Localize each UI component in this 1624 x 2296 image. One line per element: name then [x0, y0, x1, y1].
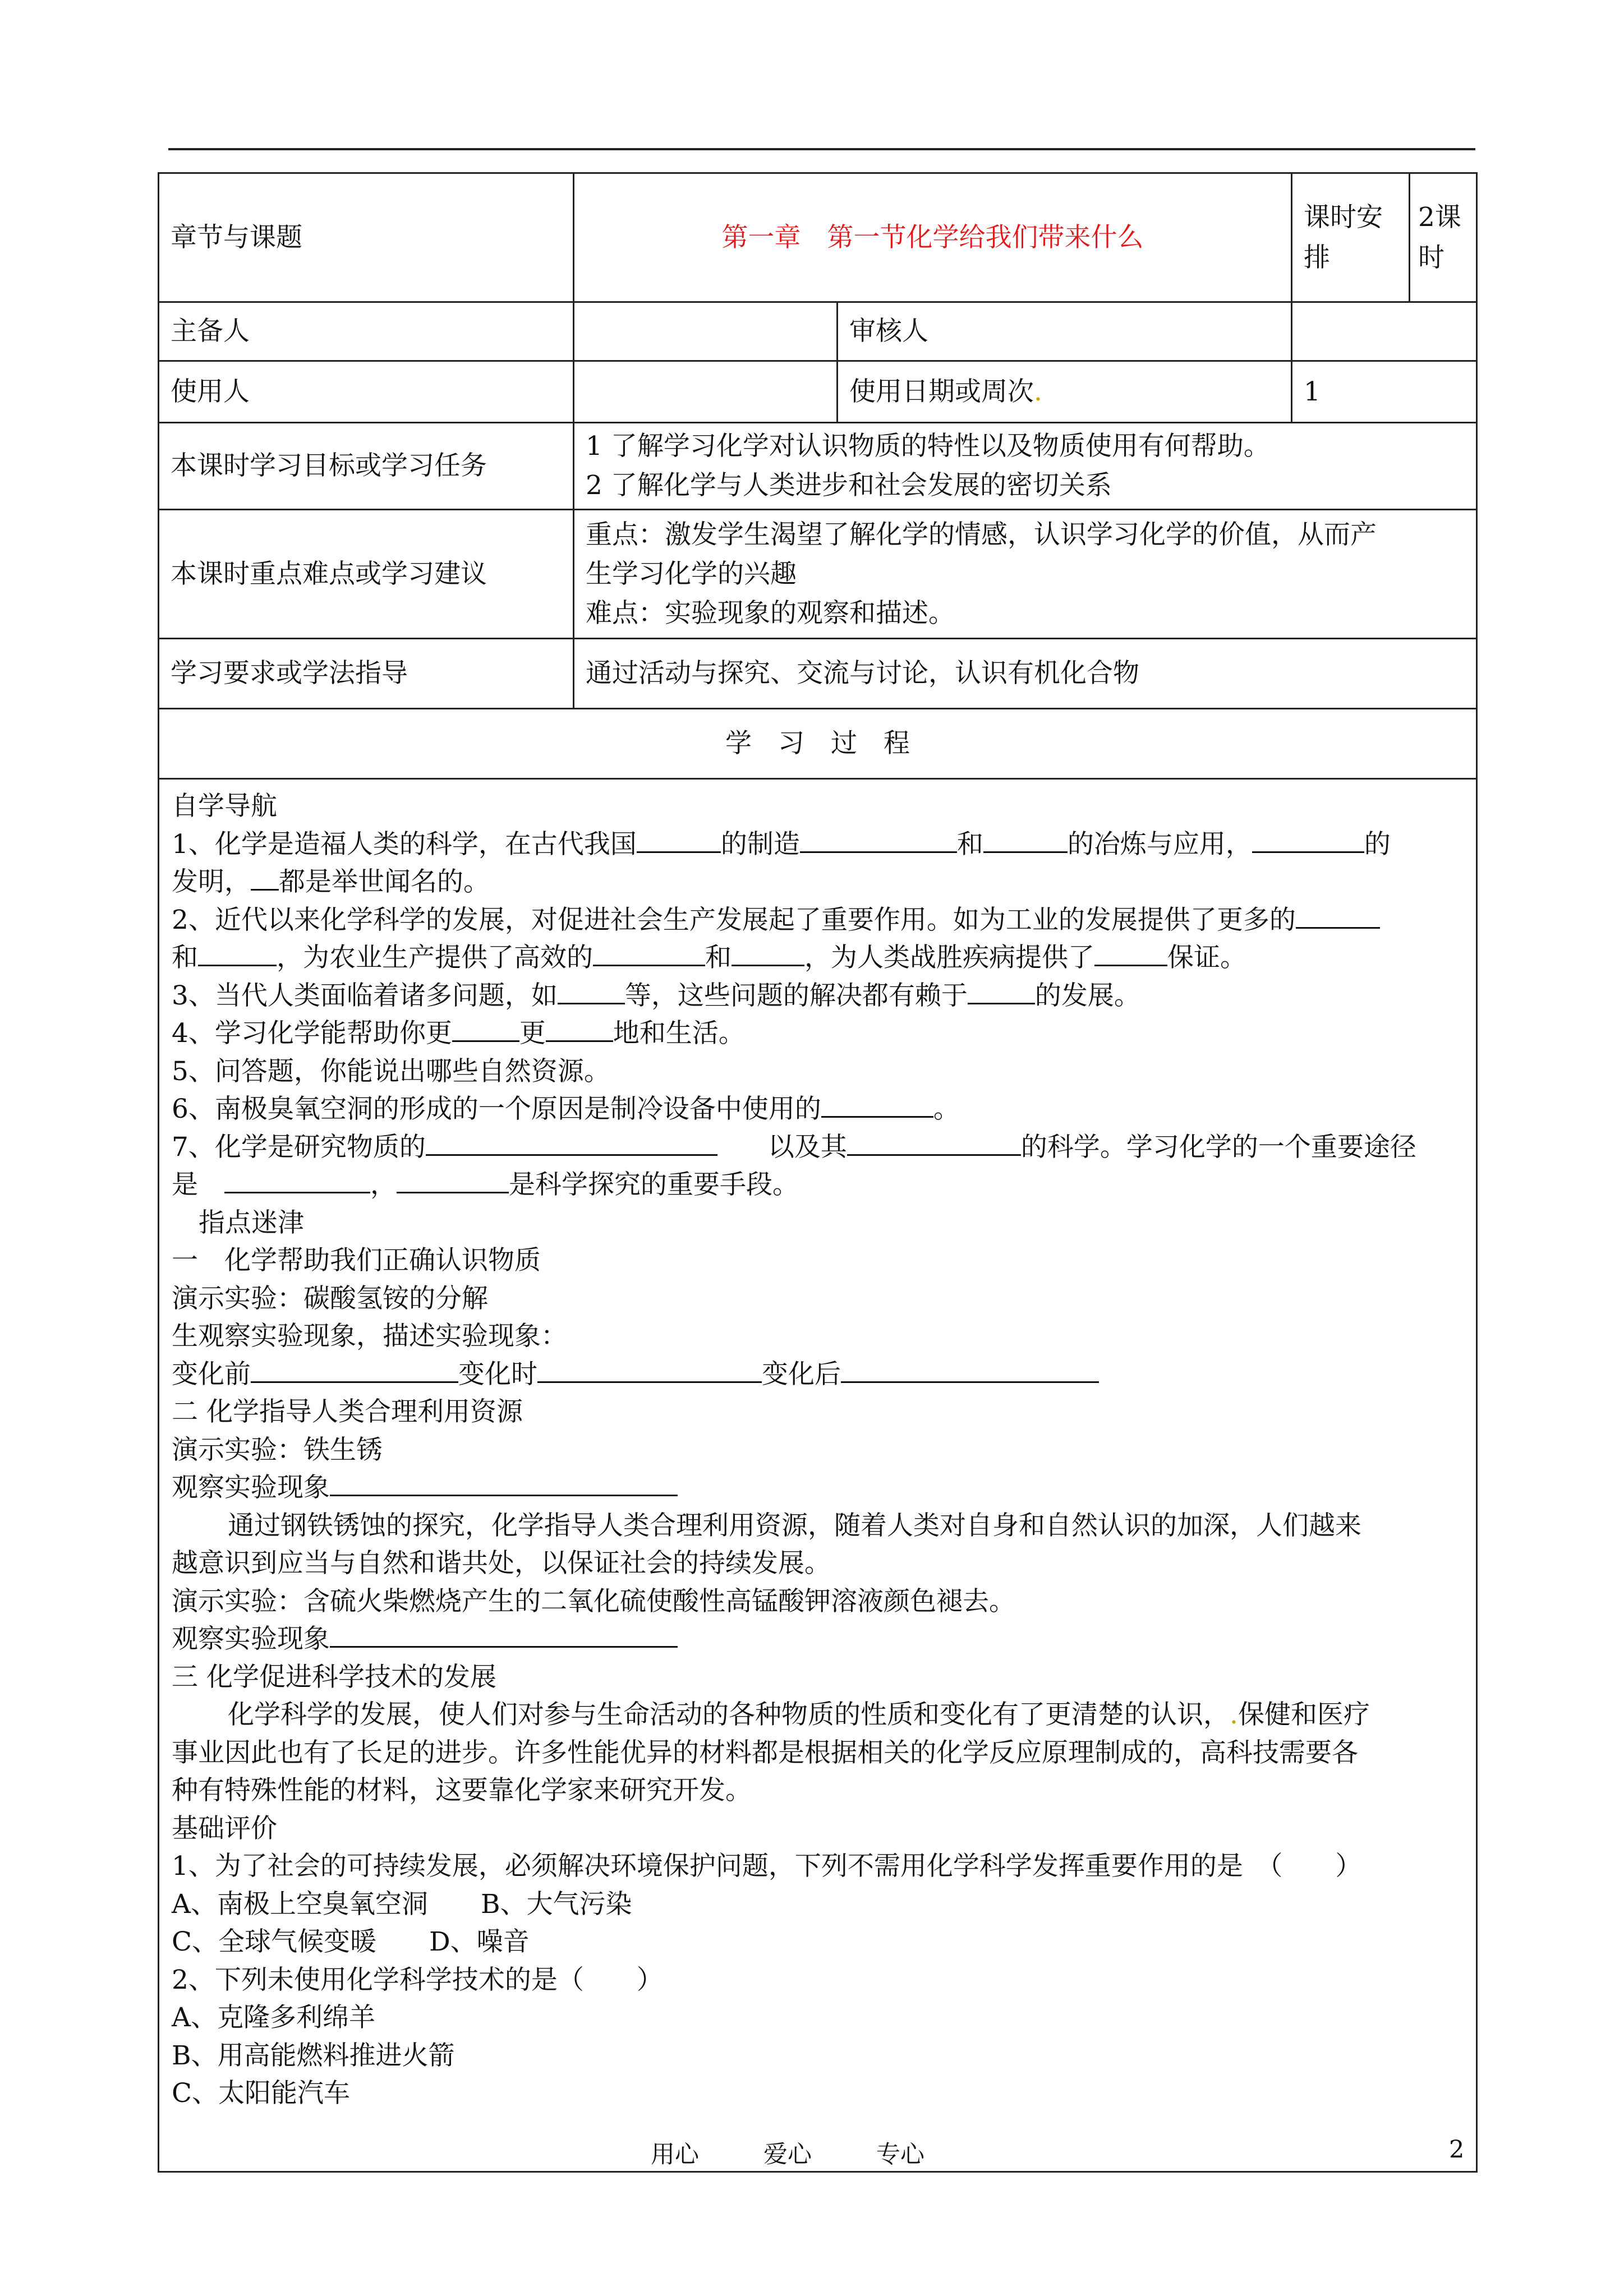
self-study-heading: 自学导航: [172, 791, 277, 822]
section-2-observe-2: 观察实验现象: [172, 1620, 1464, 1658]
preparer-label: 主备人: [159, 302, 574, 361]
blank[interactable]: [330, 1470, 678, 1496]
blank[interactable]: [397, 1167, 509, 1193]
blank[interactable]: [593, 940, 705, 966]
blank[interactable]: [330, 1621, 678, 1648]
section-3-title: 三 化学促进科学技术的发展: [172, 1661, 496, 1693]
blank[interactable]: [847, 1129, 1021, 1156]
blank[interactable]: [841, 1357, 1099, 1383]
section-2-demo: 演示实验：铁生锈: [172, 1434, 383, 1465]
section-2-demo-2: 演示实验：含硫火柴燃烧产生的二氧化硫使酸性高锰酸钾溶液颜色褪去。: [172, 1585, 1015, 1617]
lesson-title: 第一章 第一节化学给我们带来什么: [574, 173, 1292, 302]
blank[interactable]: [1252, 827, 1364, 853]
evaluation-heading: 基础评价: [172, 1813, 277, 1844]
eval-q2-option-a: A、克隆多利绵羊: [172, 2002, 375, 2033]
question-2-cont: 和 ，为农业生产提供了高效的 和 ，为人类战胜疾病提供了 保证。: [172, 939, 1464, 977]
blank[interactable]: [537, 1357, 762, 1383]
blank[interactable]: [732, 940, 804, 966]
objective-item: 2 了解化学与人类进步和社会发展的密切关系: [586, 470, 1112, 501]
eval-q2-option-b: B、用高能燃料推进火箭: [172, 2040, 455, 2071]
eval-q1-options-ab: A、南极上空臭氧空洞 B、大气污染: [172, 1888, 632, 1920]
blank[interactable]: [968, 978, 1035, 1004]
blank[interactable]: [1296, 902, 1380, 929]
question-7: 7、化学是研究物质的 以及其 的科学。学习化学的一个重要途径: [172, 1128, 1464, 1167]
section-2-paragraph: 通过钢铁锈蚀的探究，化学指导人类合理利用资源，随着人类对自身和自然认识的加深，人们越来: [228, 1510, 1361, 1541]
guidance-heading: 指点迷津: [199, 1207, 304, 1238]
reviewer-value: [1292, 302, 1477, 361]
process-body: [159, 779, 1477, 2172]
blank[interactable]: [821, 1091, 933, 1118]
process-title: 学 习 过 程: [159, 709, 1477, 779]
blank[interactable]: [637, 827, 721, 853]
preparer-value: [574, 302, 838, 361]
key-points-content: 重点：激发学生渴望了解化学的情感，认识学习化学的价值，从而产 生学习化学的兴趣 难点：实验现象的观察和描述。: [574, 510, 1477, 639]
eval-q2-option-c: C、太阳能汽车: [172, 2078, 350, 2109]
section-1-title: 一 化学帮助我们正确认识物质: [172, 1245, 541, 1276]
blank[interactable]: [558, 978, 625, 1004]
section-1-observe: 生观察实验现象，描述实验现象：: [172, 1321, 567, 1352]
page-number: 2: [1449, 2136, 1465, 2164]
question-1: 1、化学是造福人类的科学，在古代我国 的制造 和 的冶炼与应用， 的: [172, 826, 1464, 864]
schedule-label: 课时安排: [1292, 173, 1410, 302]
user-label: 使用人: [159, 361, 574, 423]
date-label: 使用日期或周次.: [838, 361, 1292, 423]
blank[interactable]: [426, 1129, 717, 1156]
method-content: 通过活动与探究、交流与讨论，认识有机化合物: [574, 639, 1477, 709]
blank[interactable]: [452, 1016, 519, 1042]
section-3-paragraph-cont: 事业因此也有了长足的进步。许多性能优异的材料都是根据相关的化学反应原理制成的，高科技需要各: [172, 1737, 1358, 1768]
blank[interactable]: [800, 827, 957, 853]
question-4: 4、学习化学能帮助你更 更 地和生活。: [172, 1015, 1464, 1053]
date-value: 1: [1292, 361, 1477, 423]
question-6: 6、南极臭氧空洞的形成的一个原因是制冷设备中使用的 。: [172, 1090, 1464, 1128]
objectives-content: [574, 423, 1477, 510]
section-3-paragraph-cont-2: 种有特殊性能的材料，这要靠化学家来研究开发。: [172, 1775, 752, 1806]
footer-motto: [651, 2136, 931, 2170]
blank[interactable]: [983, 827, 1068, 853]
blank[interactable]: [546, 1016, 613, 1042]
blank[interactable]: [1094, 940, 1167, 966]
blank[interactable]: [251, 864, 279, 891]
eval-question-1: 1、为了社会的可持续发展，必须解决环境保护问题，下列不需用化学科学发挥重要作用的是 （ ）: [172, 1851, 1362, 1882]
section-3-paragraph: 化学科学的发展，使人们对参与生命活动的各种物质的性质和变化有了更清楚的认识，.保健和医疗: [228, 1699, 1370, 1730]
header-rule: [168, 148, 1475, 150]
section-2-paragraph-cont: 越意识到应当与自然和谐共处，以保证社会的持续发展。: [172, 1548, 831, 1579]
eval-q1-options-cd: C、全球气候变暖 D、噪音: [172, 1926, 530, 1957]
footer-word: 爱心: [763, 2141, 812, 2169]
blank[interactable]: [198, 940, 277, 966]
section-2-observe: 观察实验现象: [172, 1469, 1464, 1507]
lesson-plan-table: [158, 172, 1478, 2173]
footer-word: 专心: [876, 2141, 924, 2169]
blank[interactable]: [224, 1167, 370, 1193]
blank[interactable]: [251, 1357, 458, 1383]
question-1-cont: 发明， 都是举世闻名的。: [172, 863, 1464, 901]
eval-question-2: 2、下列未使用化学科学技术的是（ ）: [172, 1964, 663, 1995]
section-1-changes: 变化前 变化时 变化后: [172, 1356, 1464, 1394]
objective-item: 1 了解学习化学对认识物质的特性以及物质使用有何帮助。: [586, 431, 1270, 462]
reviewer-label: 审核人: [838, 302, 1292, 361]
objectives-label: 本课时学习目标或学习任务: [159, 423, 574, 510]
footer-word: 用心: [651, 2141, 699, 2169]
method-label: 学习要求或学法指导: [159, 639, 574, 709]
question-2: 2、近代以来化学科学的发展，对促进社会生产发展起了重要作用。如为工业的发展提供了更多的: [172, 901, 1464, 939]
question-7-cont: 是 ， 是科学探究的重要手段。: [172, 1166, 1464, 1204]
key-points-label: 本课时重点难点或学习建议: [159, 510, 574, 639]
chapter-label: 章节与课题: [159, 173, 574, 302]
question-3: 3、当代人类面临着诸多问题，如 等，这些问题的解决都有赖于 的发展。: [172, 977, 1464, 1015]
section-2-title: 二 化学指导人类合理利用资源: [172, 1396, 523, 1427]
schedule-value: 2课时: [1410, 173, 1477, 302]
section-1-demo: 演示实验：碳酸氢铵的分解: [172, 1283, 488, 1314]
question-5: 5、问答题，你能说出哪些自然资源。: [172, 1055, 610, 1087]
user-value: [574, 361, 838, 423]
